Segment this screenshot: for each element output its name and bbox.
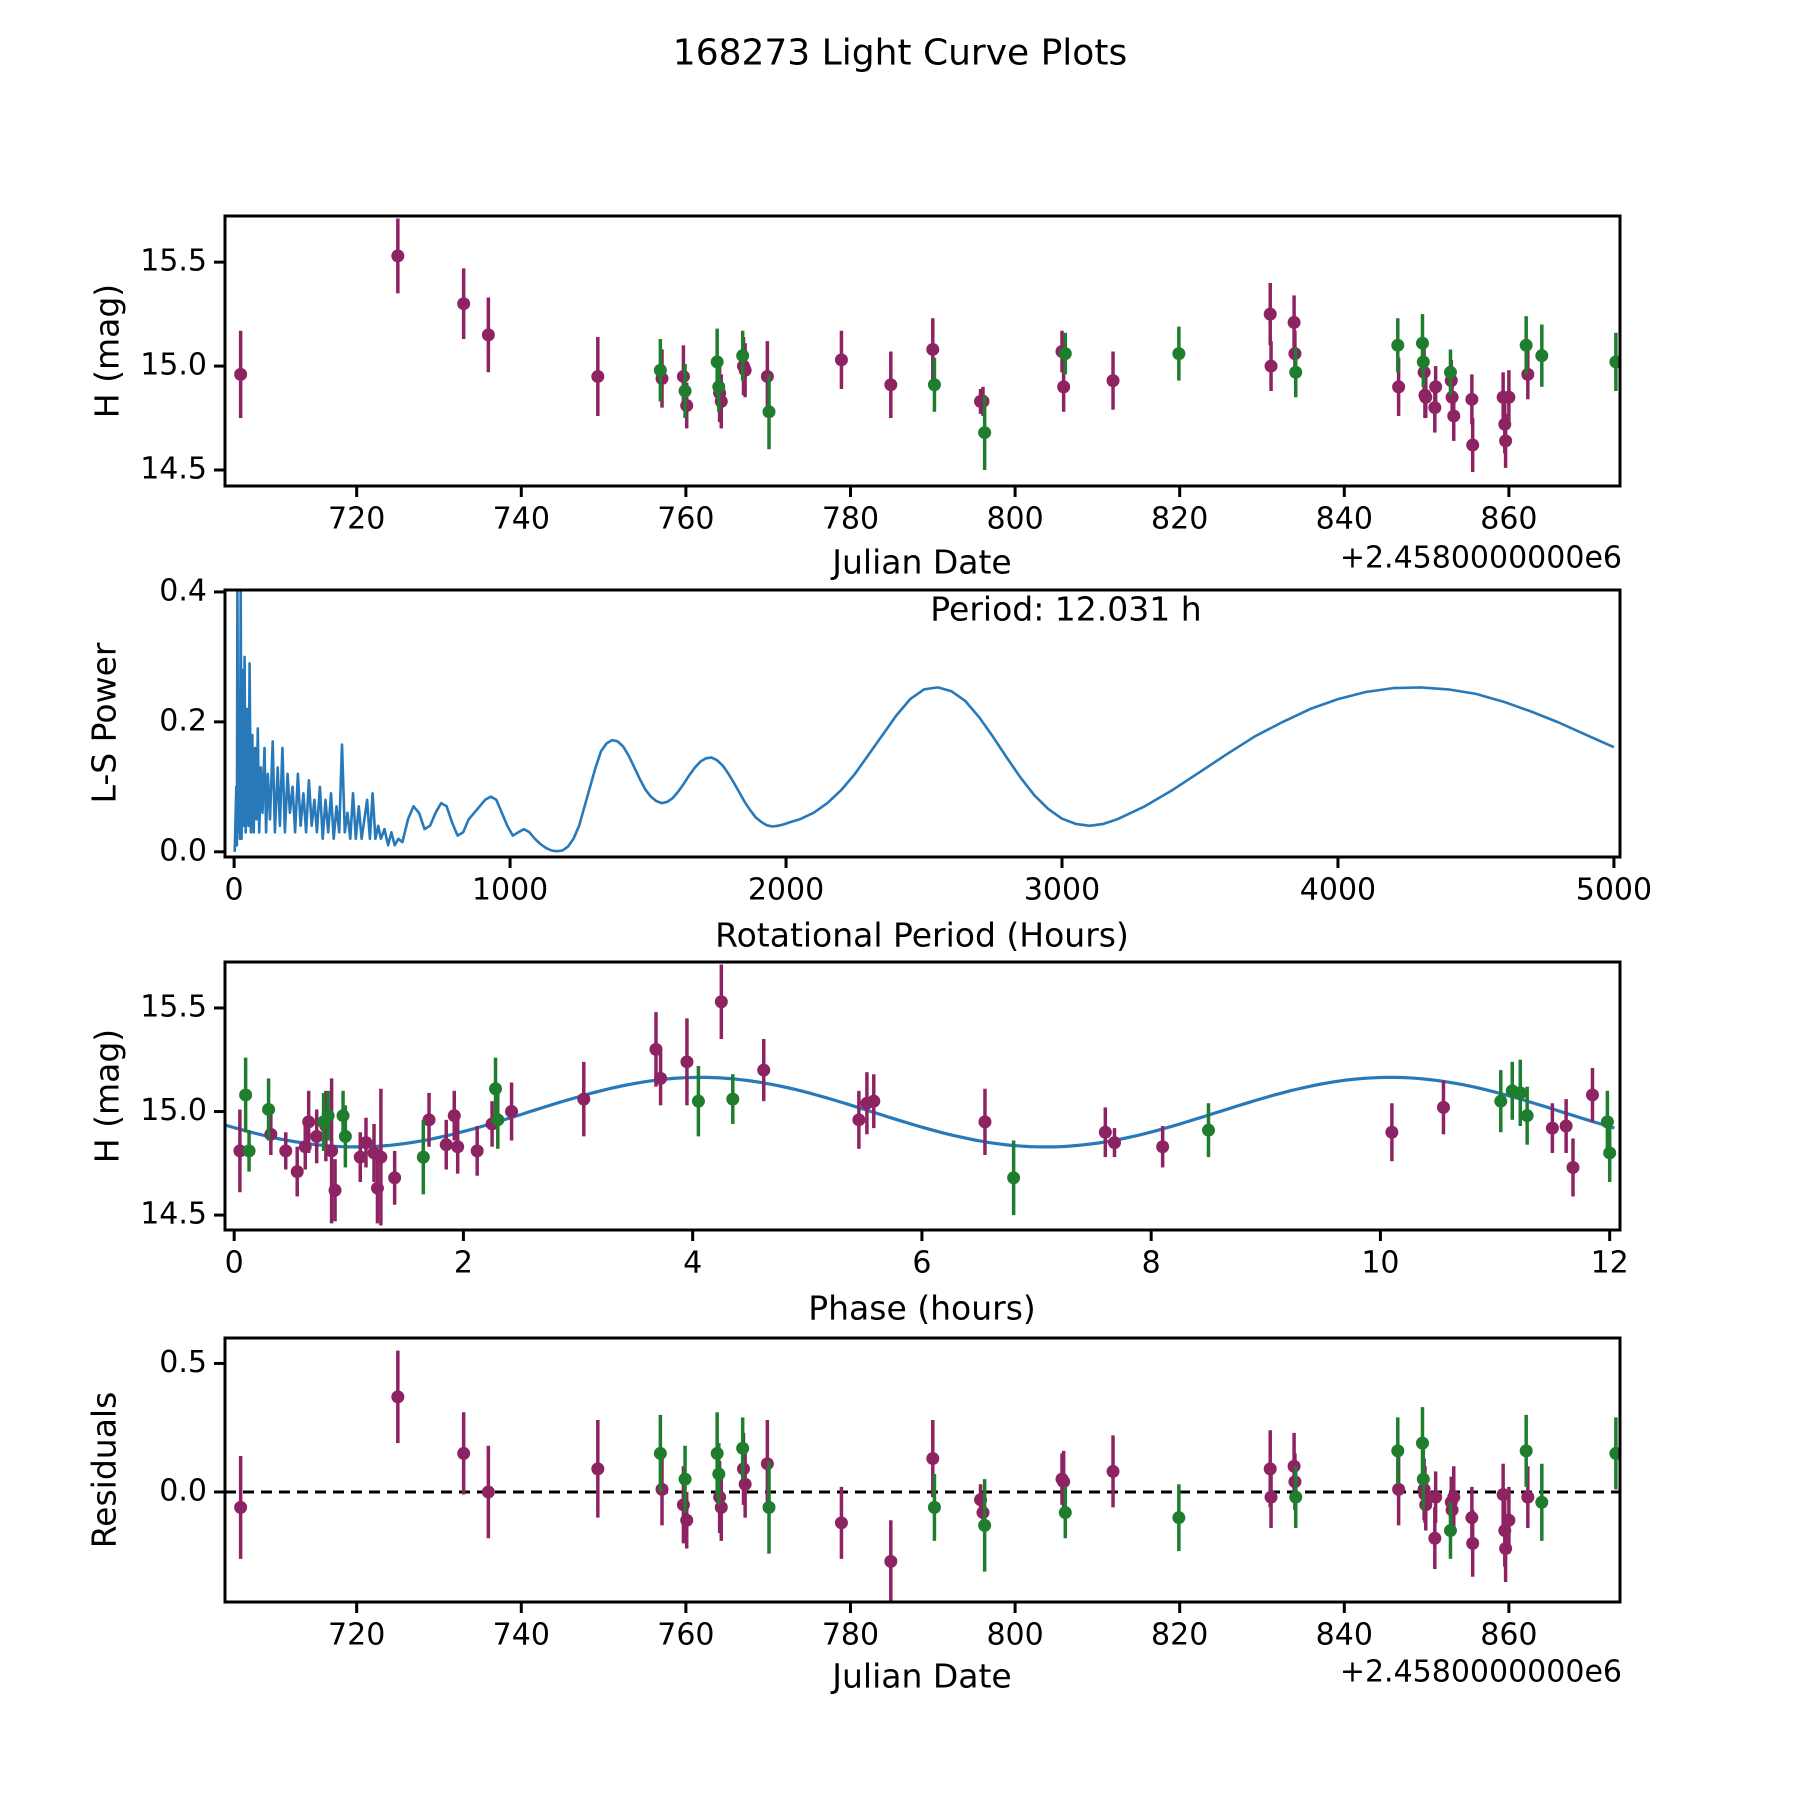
periodogram-y-axis-label: L-S Power	[84, 642, 124, 804]
residuals-axes	[159, 1338, 1622, 1653]
data-point	[1521, 1109, 1534, 1122]
data-point	[1502, 391, 1515, 404]
periodogram-plot-region	[235, 586, 1614, 852]
residuals-x-tick-label: 740	[492, 1617, 550, 1653]
data-point	[1264, 308, 1277, 321]
data-point	[291, 1165, 304, 1178]
phase-x-axis-label: Phase (hours)	[808, 1288, 1036, 1328]
data-point	[679, 385, 692, 398]
data-point	[1535, 1496, 1548, 1509]
data-point	[491, 1113, 504, 1126]
residuals-y-tick-label: 0.0	[159, 1473, 207, 1509]
residuals-x-tick-label: 820	[1151, 1617, 1209, 1653]
light-curve-x-tick-label: 780	[821, 501, 880, 537]
data-point	[1392, 380, 1405, 393]
data-point	[1499, 434, 1512, 447]
data-point	[1265, 1491, 1278, 1504]
data-point	[1586, 1088, 1599, 1101]
data-point	[715, 995, 728, 1008]
phased-light-curve-y-tick-label: 14.5	[140, 1196, 207, 1232]
residuals-x-tick-label: 860	[1480, 1617, 1538, 1653]
light-curve-x-tick-label: 840	[1315, 501, 1373, 537]
phased-light-curve-plot-region	[225, 964, 1616, 1225]
data-point	[234, 1501, 247, 1514]
data-point	[1466, 1537, 1479, 1550]
data-point	[1444, 1524, 1457, 1537]
phased-light-curve-x-tick-label: 6	[912, 1245, 932, 1281]
periodogram-x-tick-label: 5000	[1575, 872, 1653, 908]
data-point	[1391, 339, 1404, 352]
data-point	[928, 378, 941, 391]
light-curve-x-tick-label: 740	[492, 501, 550, 537]
data-point	[1416, 1437, 1429, 1450]
light-curve-x-tick-label: 820	[1151, 501, 1209, 537]
data-point	[1465, 393, 1478, 406]
data-point	[1520, 1444, 1533, 1457]
light-curve-x-tick-label: 760	[657, 501, 715, 537]
data-point	[1521, 1491, 1534, 1504]
data-point	[1567, 1161, 1580, 1174]
data-point	[680, 1514, 693, 1527]
data-point	[234, 368, 247, 381]
data-point	[654, 1072, 667, 1085]
light-curve-spines	[225, 216, 1620, 486]
data-point	[471, 1144, 484, 1157]
data-point	[715, 395, 728, 408]
data-point	[739, 1478, 752, 1491]
phased-light-curve-spines	[225, 962, 1620, 1230]
data-point	[1428, 1532, 1441, 1545]
period-annotation: Period: 12.031 h	[930, 589, 1202, 629]
light-curve-x-tick-label: 720	[328, 501, 386, 537]
light-curve-plot-region	[234, 218, 1622, 472]
data-point	[505, 1105, 518, 1118]
light-curve-magenta-points	[234, 218, 1534, 472]
data-point	[489, 1082, 502, 1095]
data-point	[1288, 316, 1301, 329]
data-point	[1108, 1136, 1121, 1149]
residuals-spines	[225, 1338, 1620, 1602]
data-point	[1059, 1506, 1072, 1519]
periodogram-x-tick-label: 4000	[1299, 872, 1377, 908]
phase-fit-curve	[225, 1077, 1614, 1147]
residuals-x-tick-label: 720	[328, 1617, 386, 1653]
data-point	[1535, 349, 1548, 362]
data-point	[440, 1138, 453, 1151]
data-point	[359, 1136, 372, 1149]
data-point	[654, 1447, 667, 1460]
data-point	[715, 1501, 728, 1514]
data-point	[457, 1447, 470, 1460]
data-point	[451, 1140, 464, 1153]
data-point	[1437, 1101, 1450, 1114]
data-point	[867, 1095, 880, 1108]
data-point	[374, 1151, 387, 1164]
data-point	[1466, 439, 1479, 452]
data-point	[692, 1095, 705, 1108]
data-point	[852, 1113, 865, 1126]
periodogram-x-tick-label: 2000	[747, 872, 825, 908]
data-point	[1560, 1120, 1573, 1133]
residuals-x-tick-label: 800	[986, 1617, 1044, 1653]
phase-y-axis-label: H (mag)	[87, 1028, 127, 1164]
data-point	[1172, 347, 1185, 360]
data-point	[1603, 1146, 1616, 1159]
data-point	[763, 1501, 776, 1514]
data-point	[726, 1093, 739, 1106]
periodogram-x-tick-label: 1000	[471, 872, 549, 908]
data-point	[391, 1390, 404, 1403]
phased-light-curve-x-tick-label: 12	[1590, 1245, 1629, 1281]
light-curve-y-tick-label: 14.5	[140, 451, 207, 487]
data-point	[1057, 380, 1070, 393]
data-point	[926, 1452, 939, 1465]
phased-light-curve-x-tick-label: 10	[1361, 1245, 1400, 1281]
ls-power-curve	[235, 586, 1614, 852]
data-point	[928, 1501, 941, 1514]
periodogram-x-tick-label: 0	[224, 872, 244, 908]
data-point	[1172, 1511, 1185, 1524]
data-point	[279, 1144, 292, 1157]
data-point	[591, 1462, 604, 1475]
data-point	[1444, 366, 1457, 379]
phased-light-curve-x-tick-label: 4	[683, 1245, 703, 1281]
data-point	[739, 364, 752, 377]
lightcurve-x-axis-label: Julian Date	[832, 542, 1012, 582]
data-point	[482, 328, 495, 341]
data-point	[243, 1144, 256, 1157]
data-point	[1429, 380, 1442, 393]
residuals-x-tick-label: 840	[1315, 1617, 1373, 1653]
data-point	[591, 370, 604, 383]
data-point	[264, 1128, 277, 1141]
data-point	[1417, 1473, 1430, 1486]
data-point	[736, 349, 749, 362]
phased-light-curve-x-tick-label: 8	[1141, 1245, 1161, 1281]
data-point	[1419, 391, 1432, 404]
data-point	[1514, 1086, 1527, 1099]
residuals-x-axis-label: Julian Date	[832, 1656, 1012, 1696]
phased-light-curve-y-tick-label: 15.0	[140, 1093, 207, 1129]
data-point	[1520, 339, 1533, 352]
data-point	[978, 1115, 991, 1128]
data-point	[1417, 355, 1430, 368]
data-point	[835, 1516, 848, 1529]
data-point	[337, 1109, 350, 1122]
data-point	[1202, 1124, 1215, 1137]
data-point	[1265, 360, 1278, 373]
figure-title: 168273 Light Curve Plots	[672, 32, 1128, 74]
data-point	[339, 1130, 352, 1143]
data-point	[457, 297, 470, 310]
data-point	[1502, 1514, 1515, 1527]
residuals-y-axis-label: Residuals	[84, 1391, 124, 1549]
data-point	[482, 1485, 495, 1498]
data-point	[1059, 347, 1072, 360]
data-point	[978, 426, 991, 439]
data-point	[712, 380, 725, 393]
residuals-x-tick-label: 780	[821, 1617, 880, 1653]
periodogram-axes	[159, 573, 1652, 907]
data-point	[884, 378, 897, 391]
data-point	[1107, 1465, 1120, 1478]
periodogram-x-axis-label: Rotational Period (Hours)	[715, 915, 1129, 955]
phased-light-curve-magenta-points	[233, 964, 1599, 1225]
data-point	[1385, 1126, 1398, 1139]
light-curve-y-tick-label: 15.5	[140, 243, 207, 279]
lightcurve-y-axis-label: H (mag)	[87, 283, 127, 419]
data-point	[1392, 1483, 1405, 1496]
data-point	[679, 1473, 692, 1486]
data-point	[302, 1115, 315, 1128]
data-point	[978, 1519, 991, 1532]
data-point	[1289, 1491, 1302, 1504]
periodogram-y-tick-label: 0.4	[159, 573, 207, 609]
data-point	[577, 1093, 590, 1106]
light-curve-y-tick-label: 15.0	[140, 347, 207, 383]
phased-light-curve-y-tick-label: 15.5	[140, 989, 207, 1025]
data-point	[388, 1171, 401, 1184]
data-point	[736, 1442, 749, 1455]
data-point	[1391, 1444, 1404, 1457]
data-point	[310, 1130, 323, 1143]
data-point	[1546, 1122, 1559, 1135]
light-curve-x-tick-label: 800	[986, 501, 1044, 537]
data-point	[926, 343, 939, 356]
data-point	[680, 1055, 693, 1068]
data-point	[391, 249, 404, 262]
data-point	[1107, 374, 1120, 387]
data-point	[239, 1088, 252, 1101]
data-point	[1289, 366, 1302, 379]
data-point	[1494, 1095, 1507, 1108]
phased-light-curve-x-tick-label: 0	[224, 1245, 244, 1281]
data-point	[1447, 409, 1460, 422]
data-point	[757, 1064, 770, 1077]
residuals-x-tick-label: 760	[657, 1617, 715, 1653]
data-point	[884, 1555, 897, 1568]
data-point	[835, 353, 848, 366]
periodogram-y-tick-label: 0.2	[159, 703, 207, 739]
lightcurve-x-offset-label: +2.4580000000e6	[1339, 540, 1622, 576]
data-point	[1156, 1140, 1169, 1153]
data-point	[654, 364, 667, 377]
residuals-magenta-points	[234, 1351, 1534, 1603]
data-point	[763, 405, 776, 418]
data-point	[417, 1151, 430, 1164]
data-point	[712, 1467, 725, 1480]
data-point	[1007, 1171, 1020, 1184]
residuals-y-tick-label: 0.5	[159, 1344, 207, 1380]
data-point	[1447, 1491, 1460, 1504]
periodogram-y-tick-label: 0.0	[159, 833, 207, 869]
residuals-x-offset-label: +2.4580000000e6	[1339, 1654, 1622, 1690]
data-point	[262, 1103, 275, 1116]
light-curve-x-tick-label: 860	[1480, 501, 1538, 537]
data-point	[1429, 1491, 1442, 1504]
data-point	[1099, 1126, 1112, 1139]
phased-light-curve-x-tick-label: 2	[453, 1245, 473, 1281]
data-point	[1601, 1115, 1614, 1128]
data-point	[1057, 1475, 1070, 1488]
periodogram-x-tick-label: 3000	[1023, 872, 1101, 908]
residuals-plot-region	[225, 1351, 1622, 1603]
data-point	[329, 1184, 342, 1197]
data-point	[325, 1144, 338, 1157]
data-point	[322, 1109, 335, 1122]
phased-light-curve-axes	[140, 962, 1629, 1281]
light-curve-axes	[140, 216, 1622, 537]
